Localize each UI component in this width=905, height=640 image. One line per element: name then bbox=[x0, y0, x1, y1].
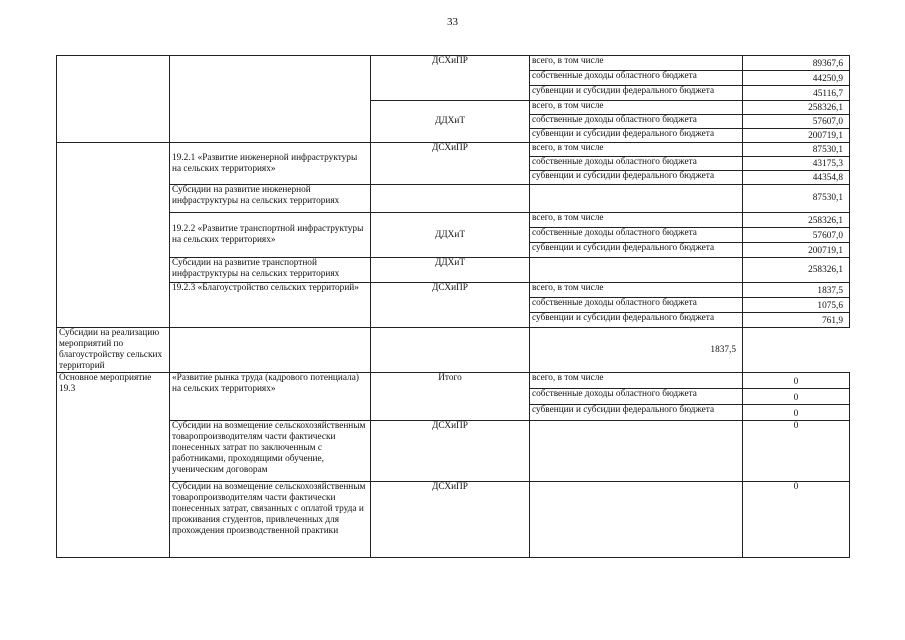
cell-main-event bbox=[57, 143, 170, 328]
cell-event-name bbox=[170, 56, 371, 143]
cell-executor: ДСХиПР bbox=[371, 482, 530, 558]
cell-executor: ДДХиТ bbox=[371, 213, 530, 258]
table-row bbox=[57, 482, 850, 558]
cell-executor: ДСХиПР bbox=[371, 143, 530, 185]
cell-amount: 87530,1 bbox=[743, 185, 850, 213]
cell-amount: 258326,1 bbox=[743, 258, 850, 283]
table-row bbox=[57, 283, 850, 298]
cell-funding-label: субвенции и субсидии федерального бюджета bbox=[530, 243, 743, 258]
cell-event-name: «Развитие рынка труда (кадрового потенциала) на сельских территориях» bbox=[170, 373, 371, 421]
cell-funding-label: собственные доходы областного бюджета bbox=[530, 298, 743, 313]
cell-amount: 258326,1 bbox=[743, 213, 850, 228]
cell-amount: 0 bbox=[743, 405, 850, 421]
cell-subsidy-name: Субсидии на возмещение сельскохозяйственным товаропроизводителям части фактически понесенных затрат по заключенным с работниками, проходящими обучение, ученическим договорам bbox=[170, 421, 371, 482]
cell-funding-label: собственные доходы областного бюджета bbox=[530, 228, 743, 243]
cell-funding-label: всего, в том числе bbox=[530, 213, 743, 228]
cell-funding-label: субвенции и субсидии федерального бюджета bbox=[530, 405, 743, 421]
cell-main-event: Основное мероприятие 19.3 bbox=[57, 373, 170, 558]
table-row bbox=[57, 258, 850, 283]
cell-funding-label: субвенции и субсидии федерального бюджета bbox=[530, 171, 743, 185]
cell-funding-label bbox=[530, 421, 743, 482]
cell-amount: 43175,3 bbox=[743, 157, 850, 171]
cell-main-event bbox=[57, 56, 170, 143]
cell-amount: 0 bbox=[743, 421, 850, 482]
cell-funding-label: субвенции и субсидии федерального бюджета bbox=[530, 313, 743, 328]
cell-funding-label: собственные доходы областного бюджета bbox=[530, 71, 743, 86]
cell-funding-label: всего, в том числе bbox=[530, 101, 743, 115]
cell-funding-label bbox=[530, 258, 743, 283]
table-row bbox=[57, 56, 850, 71]
cell-funding-label bbox=[530, 482, 743, 558]
table-row bbox=[57, 328, 850, 373]
budget-table bbox=[56, 55, 850, 558]
cell-amount: 1837,5 bbox=[743, 283, 850, 298]
cell-funding-label bbox=[530, 185, 743, 213]
cell-event-name: 19.2.2 «Развитие транспортной инфраструктуры на сельских территориях» bbox=[170, 213, 371, 258]
cell-funding-label: субвенции и субсидии федерального бюджета bbox=[530, 129, 743, 143]
table-row bbox=[57, 421, 850, 482]
cell-executor: ДСХиПР bbox=[371, 283, 530, 328]
cell-amount: 258326,1 bbox=[743, 101, 850, 115]
cell-subsidy-name: Субсидии на возмещение сельскохозяйственным товаропроизводителям части фактически понесенных затрат, связанных с оплатой труда и проживания студентов, привлеченных для прохождения производственной практики bbox=[170, 482, 371, 558]
cell-funding-label: собственные доходы областного бюджета bbox=[530, 157, 743, 171]
cell-executor: ДДХиТ bbox=[371, 101, 530, 143]
cell-event-name: 19.2.3 «Благоустройство сельских территорий» bbox=[170, 283, 371, 328]
table-row bbox=[57, 213, 850, 228]
cell-funding-label: субвенции и субсидии федерального бюджета bbox=[530, 86, 743, 101]
cell-amount: 0 bbox=[743, 373, 850, 389]
cell-funding-label: всего, в том числе bbox=[530, 56, 743, 71]
cell-amount: 200719,1 bbox=[743, 129, 850, 143]
cell-amount: 87530,1 bbox=[743, 143, 850, 157]
cell-amount: 1837,5 bbox=[530, 328, 743, 373]
table-row bbox=[57, 373, 850, 389]
cell-executor: ДДХиТ bbox=[371, 258, 530, 283]
cell-amount: 45116,7 bbox=[743, 86, 850, 101]
cell-executor bbox=[371, 185, 530, 213]
cell-executor bbox=[170, 328, 371, 373]
cell-funding-label bbox=[371, 328, 530, 373]
cell-amount: 57607,0 bbox=[743, 228, 850, 243]
cell-amount: 1075,6 bbox=[743, 298, 850, 313]
cell-funding-label: всего, в том числе bbox=[530, 373, 743, 389]
cell-subsidy-name: Субсидии на развитие транспортной инфраструктуры на сельских территориях bbox=[170, 258, 371, 283]
cell-funding-label: всего, в том числе bbox=[530, 283, 743, 298]
cell-executor: ДСХиПР bbox=[371, 421, 530, 482]
cell-amount: 44354,8 bbox=[743, 171, 850, 185]
cell-executor: ДСХиПР bbox=[371, 56, 530, 101]
cell-amount: 44250,9 bbox=[743, 71, 850, 86]
cell-amount: 200719,1 bbox=[743, 243, 850, 258]
table-row bbox=[57, 185, 850, 213]
cell-funding-label: собственные доходы областного бюджета bbox=[530, 115, 743, 129]
cell-amount: 761,9 bbox=[743, 313, 850, 328]
cell-amount: 0 bbox=[743, 482, 850, 558]
cell-subsidy-name: Субсидии на реализацию мероприятий по благоустройству сельских территорий bbox=[57, 328, 170, 373]
page-number: 33 bbox=[447, 16, 458, 28]
cell-funding-label: собственные доходы областного бюджета bbox=[530, 389, 743, 405]
cell-event-name: 19.2.1 «Развитие инженерной инфраструктуры на сельских территориях» bbox=[170, 143, 371, 185]
table-row bbox=[57, 143, 850, 157]
cell-amount: 0 bbox=[743, 389, 850, 405]
cell-amount: 57607,0 bbox=[743, 115, 850, 129]
cell-subsidy-name: Субсидии на развитие инженерной инфраструктуры на сельских территориях bbox=[170, 185, 371, 213]
cell-funding-label: всего, в том числе bbox=[530, 143, 743, 157]
cell-executor: Итого bbox=[371, 373, 530, 421]
cell-amount: 89367,6 bbox=[743, 56, 850, 71]
